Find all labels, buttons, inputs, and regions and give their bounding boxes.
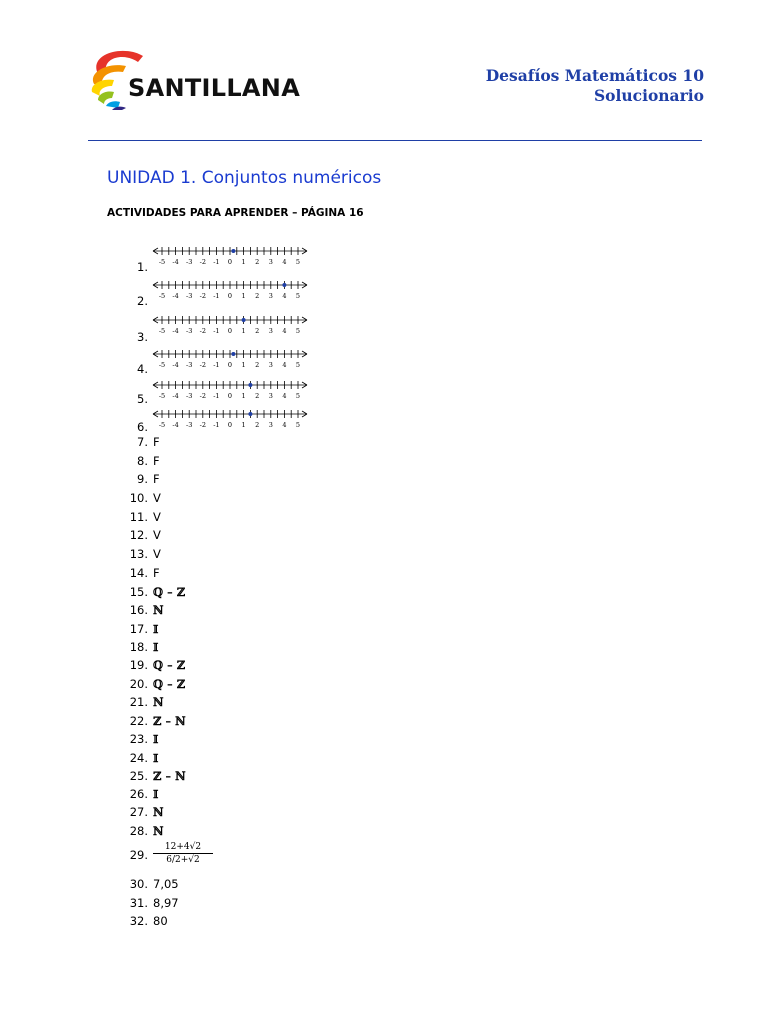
- item-number: 1.: [137, 260, 148, 274]
- book-subtitle: Solucionario: [593, 86, 704, 105]
- number-line-tick-label: -5: [158, 421, 166, 429]
- answer-text: 𝕀: [153, 732, 159, 746]
- number-line-tick-label: 2: [255, 421, 260, 429]
- answer-text: F: [153, 435, 160, 449]
- item-number: 2.: [137, 294, 148, 308]
- number-line-tick-label: 2: [255, 392, 260, 400]
- number-line-tick-label: 1: [241, 421, 246, 429]
- item-number: 14.: [129, 566, 148, 580]
- number-line-tick-label: -1: [213, 258, 220, 266]
- brand-name: SANTILLANA: [128, 74, 301, 102]
- number-line-tick-label: 3: [268, 421, 273, 429]
- number-line-tick-label: 1: [241, 258, 246, 266]
- item-number: 20.: [129, 677, 148, 691]
- number-line-tick-label: 3: [268, 361, 273, 369]
- answer-text: 80: [153, 914, 168, 928]
- number-line-tick-label: 3: [268, 292, 273, 300]
- answer-text: ℚ – ℤ: [153, 677, 186, 691]
- number-line-tick-label: 2: [255, 258, 260, 266]
- number-line-tick-label: -5: [158, 258, 166, 266]
- answer-text: ℤ – ℕ: [153, 769, 186, 783]
- number-line-tick-label: -1: [213, 361, 220, 369]
- item-number: 27.: [129, 805, 148, 819]
- number-line-tick-label: -3: [186, 361, 193, 369]
- answer-text: V: [153, 528, 161, 542]
- number-line: [152, 407, 308, 435]
- item-number: 3.: [137, 330, 148, 344]
- answer-text: ℕ: [153, 603, 164, 617]
- number-line-tick-label: 5: [295, 392, 301, 400]
- item-number: 26.: [129, 787, 148, 801]
- item-number: 15.: [129, 585, 148, 599]
- number-line-tick-label: -2: [199, 327, 206, 335]
- item-number: 18.: [129, 640, 148, 654]
- answer-text: ℚ – ℤ: [153, 585, 186, 599]
- answer-text: 𝕀: [153, 751, 159, 765]
- number-line-tick-label: -4: [172, 421, 179, 429]
- number-line-tick-label: -2: [199, 361, 206, 369]
- answer-text: 𝕀: [153, 622, 159, 636]
- number-line-tick-label: 5: [295, 258, 301, 266]
- number-line-point: [282, 283, 286, 287]
- number-line-tick-label: 2: [255, 361, 260, 369]
- number-line-tick-label: -4: [172, 392, 179, 400]
- item-number: 17.: [129, 622, 148, 636]
- header-divider: [88, 140, 702, 141]
- item-number: 6.: [137, 420, 148, 434]
- item-number: 19.: [129, 658, 148, 672]
- number-line-tick-label: -5: [158, 361, 166, 369]
- answer-text: 𝕀: [153, 640, 159, 654]
- number-line-tick-label: -1: [213, 327, 220, 335]
- answer-text: F: [153, 472, 160, 486]
- item-number: 31.: [129, 896, 148, 910]
- header-titles: [486, 66, 704, 106]
- fraction-denominator: 6/2+√2: [166, 855, 200, 865]
- number-line-tick-label: -3: [186, 258, 193, 266]
- item-number: 24.: [129, 751, 148, 765]
- fraction-numerator: 12+4√2: [153, 842, 213, 854]
- number-line-point: [242, 318, 246, 322]
- number-line-tick-label: -3: [186, 392, 193, 400]
- answer-text: ℕ: [153, 805, 164, 819]
- number-line-tick-label: 0: [227, 292, 233, 300]
- number-line-tick-label: -4: [172, 361, 179, 369]
- number-line-tick-label: 3: [268, 327, 273, 335]
- number-line-tick-label: 3: [268, 392, 273, 400]
- item-number: 30.: [129, 877, 148, 891]
- answer-text: 𝕀: [153, 787, 159, 801]
- number-line-tick-label: -3: [186, 421, 193, 429]
- number-line-tick-label: -5: [158, 327, 166, 335]
- number-line: [152, 278, 308, 306]
- item-number: 29.: [129, 848, 148, 862]
- number-line: [152, 313, 308, 341]
- item-number: 28.: [129, 824, 148, 838]
- number-line-tick-label: 5: [295, 292, 301, 300]
- number-line-tick-label: -2: [199, 258, 206, 266]
- answer-text: V: [153, 491, 161, 505]
- number-line: [152, 244, 308, 272]
- item-number: 4.: [137, 362, 148, 376]
- answer-text: 7,05: [153, 877, 179, 891]
- number-line-tick-label: 4: [282, 361, 287, 369]
- answer-text: ℤ – ℕ: [153, 714, 186, 728]
- answer-text: ℕ: [153, 695, 164, 709]
- number-line-tick-label: 5: [295, 421, 301, 429]
- fraction-answer: [153, 842, 213, 865]
- number-line-tick-label: -4: [172, 327, 179, 335]
- number-line-tick-label: 1: [241, 392, 246, 400]
- number-line-tick-label: 4: [282, 258, 287, 266]
- number-line-tick-label: 2: [255, 327, 260, 335]
- number-line-tick-label: 4: [282, 421, 287, 429]
- number-line-tick-label: -4: [172, 292, 179, 300]
- answer-text: V: [153, 510, 161, 524]
- number-line-tick-label: -4: [172, 258, 179, 266]
- number-line-tick-label: 0: [227, 258, 233, 266]
- item-number: 16.: [129, 603, 148, 617]
- number-line-point: [248, 383, 252, 387]
- number-line-tick-label: 1: [241, 292, 246, 300]
- item-number: 7.: [137, 435, 148, 449]
- answer-text: F: [153, 454, 160, 468]
- item-number: 22.: [129, 714, 148, 728]
- number-line-tick-label: 4: [282, 327, 287, 335]
- answer-text: 8,97: [153, 896, 179, 910]
- item-number: 23.: [129, 732, 148, 746]
- number-line-tick-label: -5: [158, 292, 166, 300]
- number-line-tick-label: 0: [227, 392, 233, 400]
- number-line-tick-label: -2: [199, 421, 206, 429]
- number-line-tick-label: 1: [241, 361, 246, 369]
- number-line-tick-label: 0: [227, 421, 233, 429]
- item-number: 5.: [137, 392, 148, 406]
- item-number: 13.: [129, 547, 148, 561]
- number-line-tick-label: 2: [255, 292, 260, 300]
- number-line-point: [231, 352, 235, 356]
- unit-title: UNIDAD 1. Conjuntos numéricos: [107, 168, 382, 188]
- number-line: [152, 378, 308, 406]
- number-line-tick-label: 5: [295, 327, 301, 335]
- item-number: 25.: [129, 769, 148, 783]
- item-number: 32.: [129, 914, 148, 928]
- number-line-tick-label: 4: [282, 392, 287, 400]
- number-line-point: [248, 412, 252, 416]
- number-line-point: [231, 249, 235, 253]
- item-number: 21.: [129, 695, 148, 709]
- number-line-tick-label: 1: [241, 327, 246, 335]
- item-number: 10.: [129, 491, 148, 505]
- number-line-tick-label: -3: [186, 327, 193, 335]
- number-line-tick-label: -1: [213, 421, 220, 429]
- number-line-tick-label: 4: [282, 292, 287, 300]
- item-number: 9.: [137, 472, 148, 486]
- number-line: [152, 347, 308, 375]
- item-number: 12.: [129, 528, 148, 542]
- number-line-tick-label: -1: [213, 292, 220, 300]
- number-line-tick-label: 0: [227, 361, 233, 369]
- answer-text: V: [153, 547, 161, 561]
- number-line-tick-label: -2: [199, 292, 206, 300]
- item-number: 8.: [137, 454, 148, 468]
- number-line-tick-label: -2: [199, 392, 206, 400]
- answer-text: ℕ: [153, 824, 164, 838]
- number-line-tick-label: 3: [268, 258, 273, 266]
- number-line-tick-label: 5: [295, 361, 301, 369]
- number-line-tick-label: 0: [227, 327, 233, 335]
- activities-heading: ACTIVIDADES PARA APRENDER – PÁGINA 16: [107, 207, 364, 219]
- number-line-tick-label: -1: [213, 392, 220, 400]
- book-title: Desafíos Matemáticos 10: [485, 66, 704, 85]
- answer-text: F: [153, 566, 160, 580]
- item-number: 11.: [129, 510, 148, 524]
- number-line-tick-label: -3: [186, 292, 193, 300]
- answer-text: ℚ – ℤ: [153, 658, 186, 672]
- number-line-tick-label: -5: [158, 392, 166, 400]
